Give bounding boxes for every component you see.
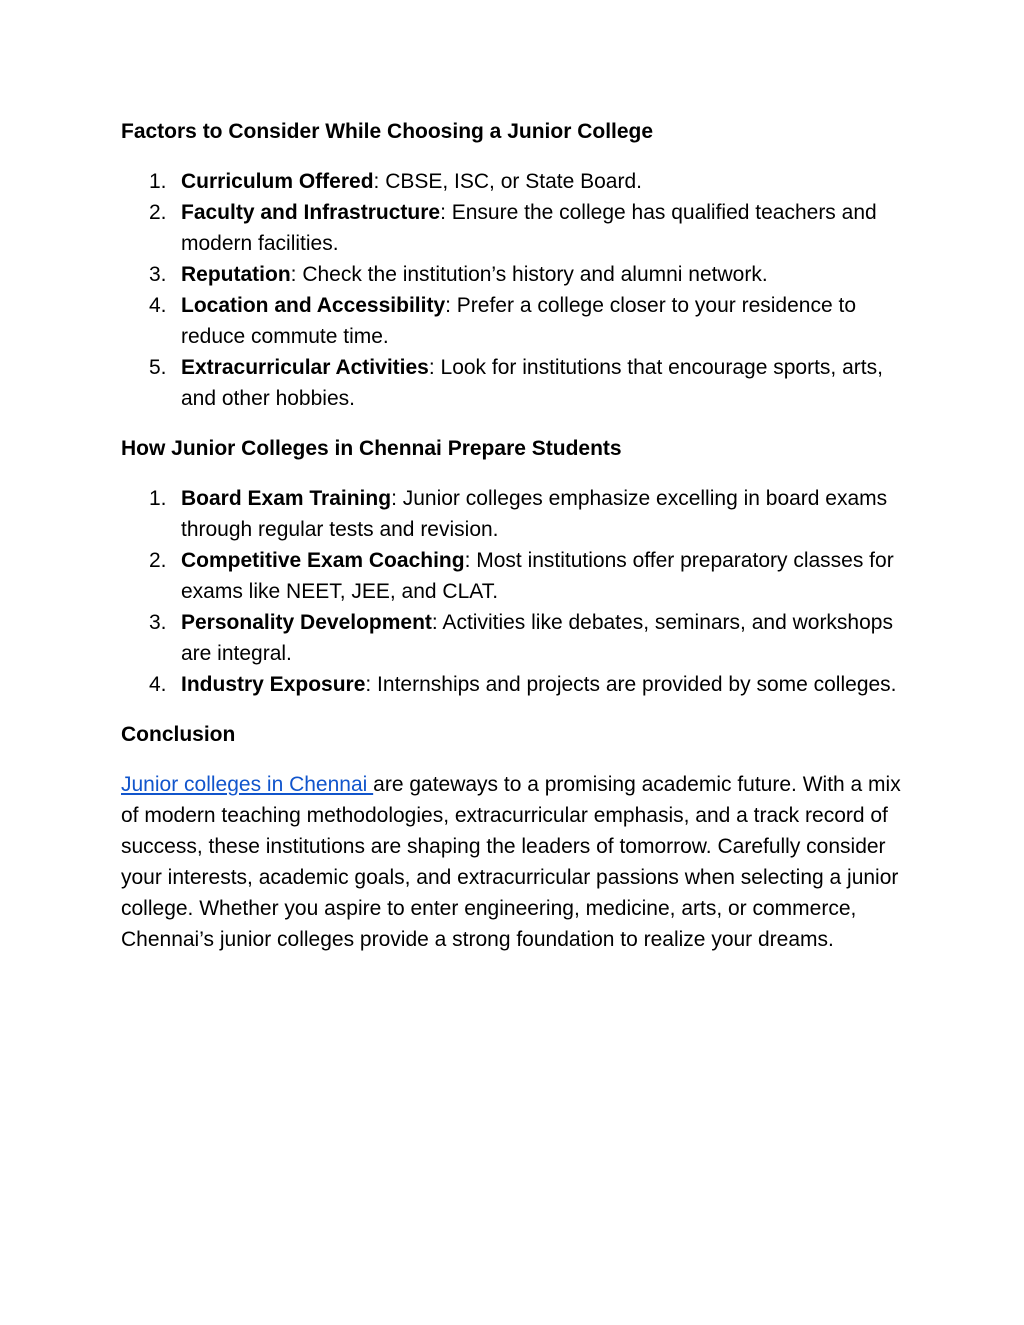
list-number: 1.	[149, 170, 167, 193]
list-item	[121, 166, 901, 197]
list-number: 2.	[149, 549, 167, 572]
list-term: Curriculum Offered	[181, 170, 374, 193]
list-number: 5.	[149, 356, 167, 379]
list-item	[121, 259, 901, 290]
list-text: : CBSE, ISC, or State Board.	[373, 170, 642, 193]
section-heading-factors: Factors to Consider While Choosing a Junior College	[121, 120, 654, 143]
list-term: Extracurricular Activities	[181, 356, 429, 379]
list-text: : Ensure the college has qualified teachers and modern facilities.	[181, 201, 877, 255]
list-term: Competitive Exam Coaching	[181, 549, 465, 572]
list-text: : Look for institutions that encourage sports, arts, and other hobbies.	[181, 356, 883, 410]
list-item	[121, 483, 901, 545]
section-heading-preparation: How Junior Colleges in Chennai Prepare Students	[121, 437, 622, 460]
list-text: : Check the institution’s history and alumni network.	[290, 263, 768, 286]
factors-list	[121, 166, 901, 414]
list-text: : Internships and projects are provided by some colleges.	[365, 673, 897, 696]
list-number: 3.	[149, 611, 167, 634]
document-body	[121, 116, 901, 955]
list-term: Board Exam Training	[181, 487, 392, 510]
list-item	[121, 197, 901, 259]
conclusion-paragraph	[121, 769, 901, 955]
preparation-list	[121, 483, 901, 700]
list-text: : Junior colleges emphasize excelling in board exams through regular tests and revision.	[181, 487, 888, 541]
list-term: Personality Development	[181, 611, 432, 634]
conclusion-text: are gateways to a promising academic future. With a mix of modern teaching methodologies, extracurricular emphasis, and a track record of success, these institutions are shaping the leaders of tomorrow. Carefully consider your interests, academic goals, and extracurricular passions when selecting a junior college. Whether you aspire to enter engineering, medicine, arts, or commerce, Chennai’s junior colleges provide a strong foundation to realize your dreams.	[121, 773, 901, 951]
list-text: : Prefer a college closer to your residence to reduce commute time.	[181, 294, 856, 348]
list-text: : Activities like debates, seminars, and workshops are integral.	[181, 611, 893, 665]
list-item	[121, 545, 901, 607]
list-item	[121, 607, 901, 669]
list-item	[121, 669, 901, 700]
list-number: 1.	[149, 487, 167, 510]
list-term: Reputation	[181, 263, 291, 286]
list-term: Faculty and Infrastructure	[181, 201, 441, 224]
list-number: 4.	[149, 294, 167, 317]
list-item	[121, 352, 901, 414]
list-number: 4.	[149, 673, 167, 696]
list-term: Location and Accessibility	[181, 294, 446, 317]
junior-colleges-link[interactable]: Junior colleges in Chennai	[121, 773, 374, 796]
list-item	[121, 290, 901, 352]
list-number: 3.	[149, 263, 167, 286]
section-heading-conclusion: Conclusion	[121, 723, 236, 746]
list-term: Industry Exposure	[181, 673, 366, 696]
list-text: : Most institutions offer preparatory classes for exams like NEET, JEE, and CLAT.	[181, 549, 894, 603]
list-number: 2.	[149, 201, 167, 224]
